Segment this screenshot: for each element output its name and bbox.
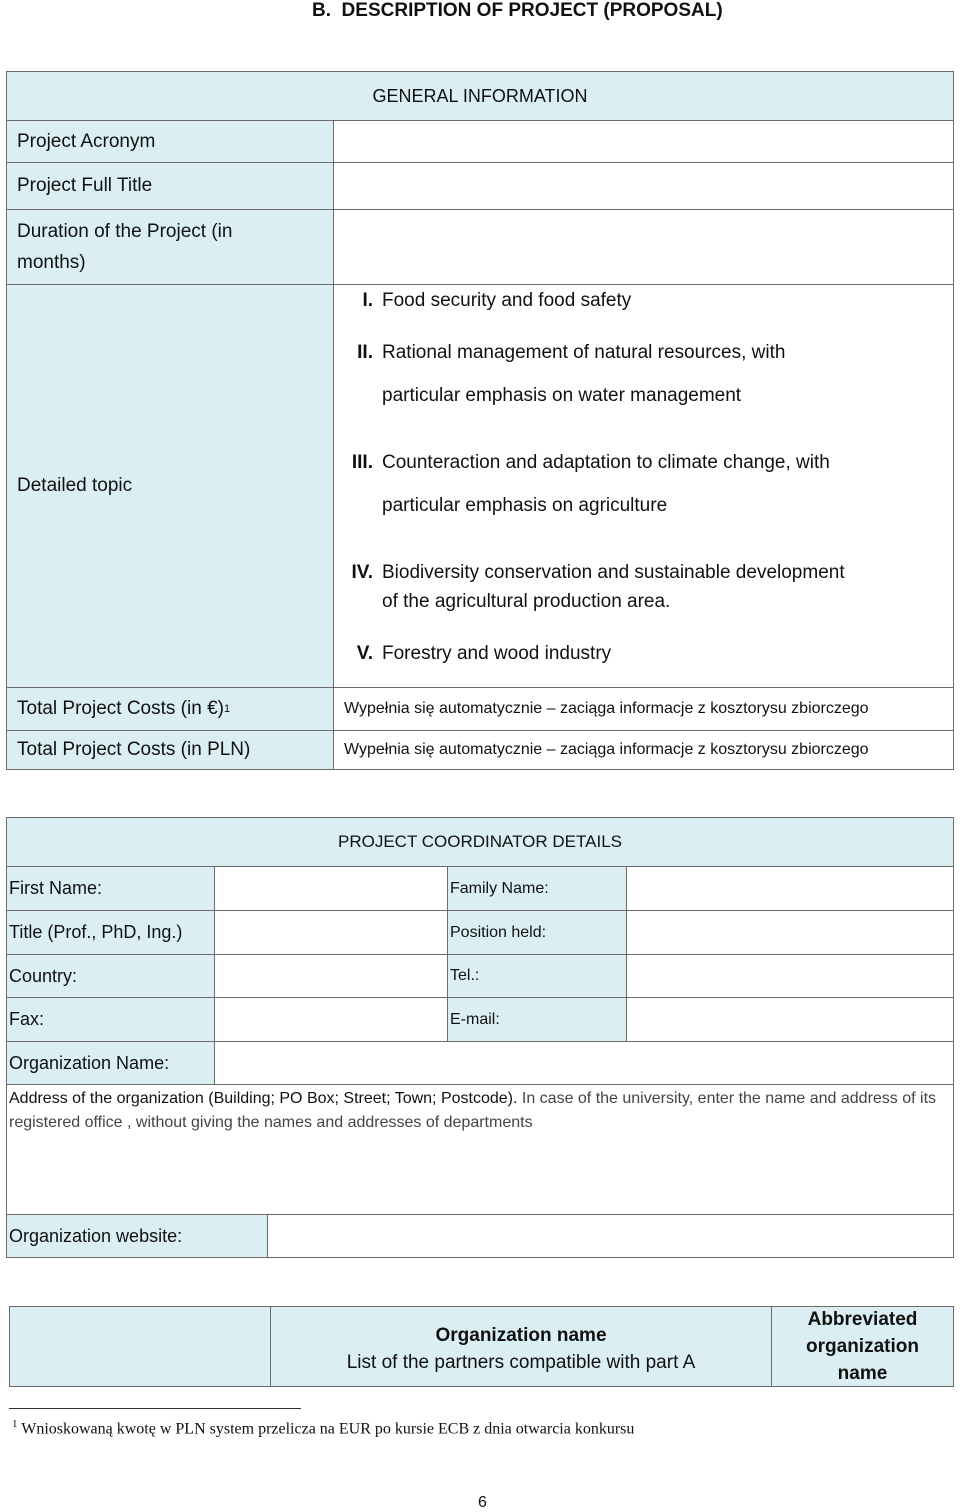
coordinator-header: PROJECT COORDINATOR DETAILS — [6, 817, 954, 867]
address-instructions: Address of the organization (Building; PO Box; Street; Town; Postcode). — [9, 1090, 518, 1107]
project-full-title-field[interactable] — [333, 162, 954, 210]
tel-field[interactable] — [626, 954, 954, 998]
footnote — [12, 1418, 634, 1438]
partners-index-header — [9, 1306, 271, 1387]
project-full-title-label: Project Full Title — [6, 162, 334, 210]
fax-label: Fax: — [6, 997, 215, 1042]
page-number: 6 — [478, 1494, 487, 1511]
family-name-label: Family Name: — [447, 866, 627, 911]
detailed-topic-label: Detailed topic — [6, 284, 334, 688]
general-info-header — [6, 71, 954, 121]
total-cost-pln-value: Wypełnia się automatycznie – zaciąga informacje z kosztorysu zbiorczego — [333, 730, 954, 770]
fax-field[interactable] — [214, 997, 448, 1042]
total-cost-pln-label: Total Project Costs (in PLN) — [6, 730, 334, 770]
project-acronym-label: Project Acronym — [6, 120, 334, 163]
address-note: In case of the university, enter the name and address of its registered office , without giving the names and addresses of departments — [9, 1090, 937, 1131]
first-name-field[interactable] — [214, 866, 448, 911]
organization-website-field[interactable] — [267, 1214, 954, 1258]
footnote-text: Wnioskowaną kwotę w PLN system przelicza na EUR po kursie ECB z dnia otwarcia konkursu — [21, 1420, 635, 1438]
partners-abbrev-header: Abbreviated organization name — [771, 1306, 954, 1387]
total-cost-eur-label: Total Project Costs (in €) 1 — [6, 687, 334, 731]
org-name-subheading: List of the partners compatible with part A — [346, 1352, 696, 1373]
duration-field[interactable] — [333, 209, 954, 285]
project-acronym-field[interactable] — [333, 120, 954, 163]
partners-org-name-header — [270, 1306, 772, 1387]
total-cost-eur-value: Wypełnia się automatycznie – zaciąga informacje z kosztorysu zbiorczego — [333, 687, 954, 731]
footnote-mark: 1 — [12, 1418, 18, 1430]
tel-label: Tel.: — [447, 954, 627, 998]
org-name-heading: Organization name — [435, 1325, 607, 1346]
organization-name-field[interactable] — [214, 1041, 954, 1085]
detailed-topic-options[interactable]: I. Food security and food safety II. Rational management of natural resources, with particular emphasis on water management III. Counteraction and adaptation to climate change, with particular emphasis on agriculture IV. Biodiversity conservation and sustainable development of the agricultural production area. V. Forestry and wood industry — [333, 284, 954, 688]
footnote-separator — [9, 1408, 301, 1409]
email-label: E-mail: — [447, 997, 627, 1042]
title-label: Title (Prof., PhD, Ing.) — [6, 910, 215, 955]
family-name-field[interactable] — [626, 866, 954, 911]
title-field[interactable] — [214, 910, 448, 955]
page-heading: B. DESCRIPTION OF PROJECT (PROPOSAL) — [312, 0, 723, 21]
footnote-ref[interactable]: 1 — [223, 703, 231, 715]
position-held-field[interactable] — [626, 910, 954, 955]
organization-name-label: Organization Name: — [6, 1041, 215, 1085]
position-held-label: Position held: — [447, 910, 627, 955]
country-field[interactable] — [214, 954, 448, 998]
organization-website-label: Organization website: — [6, 1214, 268, 1258]
email-field[interactable] — [626, 997, 954, 1042]
first-name-label: First Name: — [6, 866, 215, 911]
country-label: Country: — [6, 954, 215, 998]
organization-address-field[interactable] — [6, 1084, 954, 1215]
general-info-title: GENERAL INFORMATION — [372, 85, 588, 106]
duration-label: Duration of the Project (in months) — [6, 209, 334, 285]
